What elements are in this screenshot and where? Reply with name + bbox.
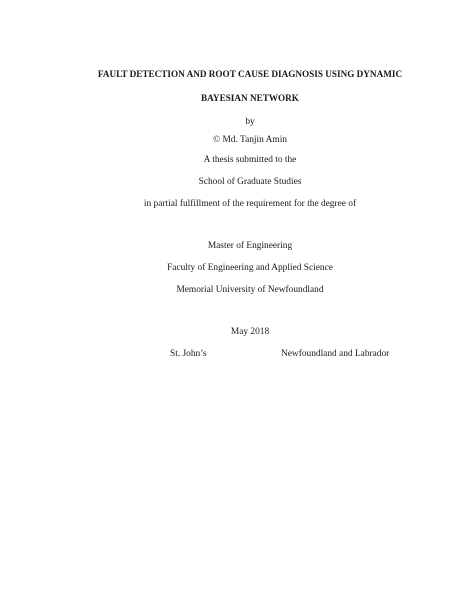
location-city: St. John’s	[170, 349, 207, 359]
graduate-school: School of Graduate Studies	[198, 177, 302, 187]
degree-name: Master of Engineering	[207, 241, 293, 251]
thesis-title-line-2: BAYESIAN NETWORK	[201, 93, 299, 103]
university-name: Memorial University of Newfoundland	[176, 285, 324, 295]
by-label: by	[245, 117, 255, 127]
degree-requirement-statement: in partial fulfillment of the requirement for the degree of	[143, 199, 357, 209]
faculty-name: Faculty of Engineering and Applied Science	[167, 263, 333, 273]
author-name: © Md. Tanjin Amin	[212, 135, 287, 145]
thesis-title-line-1: FAULT DETECTION AND ROOT CAUSE DIAGNOSIS USING DYNAMIC	[97, 69, 403, 79]
submission-date: May 2018	[230, 327, 270, 337]
submission-statement: A thesis submitted to the	[203, 155, 297, 165]
location-province: Newfoundland and Labrador	[281, 349, 390, 359]
